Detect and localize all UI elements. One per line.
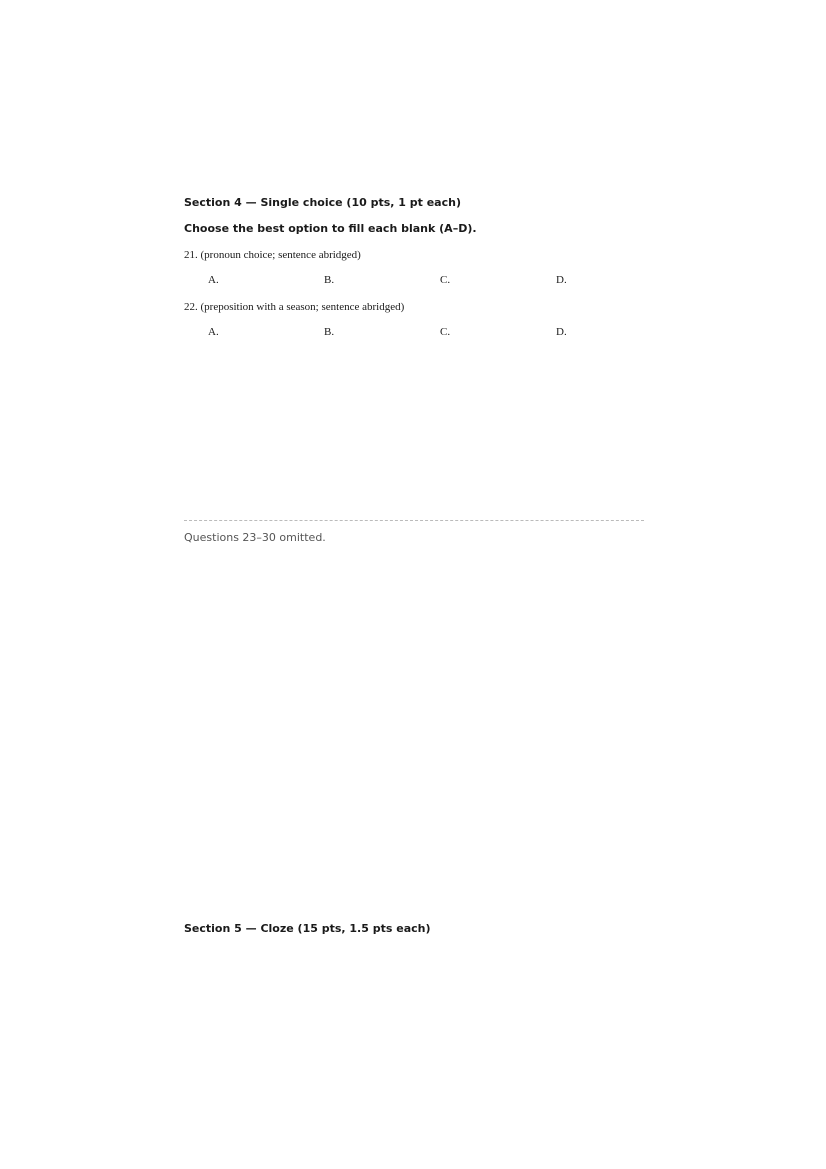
option-b: B. [324, 326, 335, 338]
option-c: C. [440, 274, 451, 286]
option-a: A. [208, 274, 219, 286]
option-a: A. [208, 326, 219, 338]
option-c: C. [440, 326, 451, 338]
section-four-instruction: Choose the best option to fill each blank (A–D). [184, 222, 477, 235]
option-d: D. [556, 274, 567, 286]
option-b: B. [324, 274, 335, 286]
option-d: D. [556, 326, 567, 338]
section-five-title: Section 5 — Cloze (15 pts, 1.5 pts each) [184, 922, 431, 935]
answer-options [184, 326, 654, 338]
section-four-title: Section 4 — Single choice (10 pts, 1 pt each) [184, 196, 461, 209]
question-stem: 22. (preposition with a season; sentence abridged) [184, 301, 405, 313]
answer-options [184, 274, 654, 286]
question-stem: 21. (pronoun choice; sentence abridged) [184, 249, 361, 261]
question-22 [184, 300, 654, 338]
omission-note: Questions 23–30 omitted. [184, 520, 644, 544]
question-21 [184, 248, 654, 286]
